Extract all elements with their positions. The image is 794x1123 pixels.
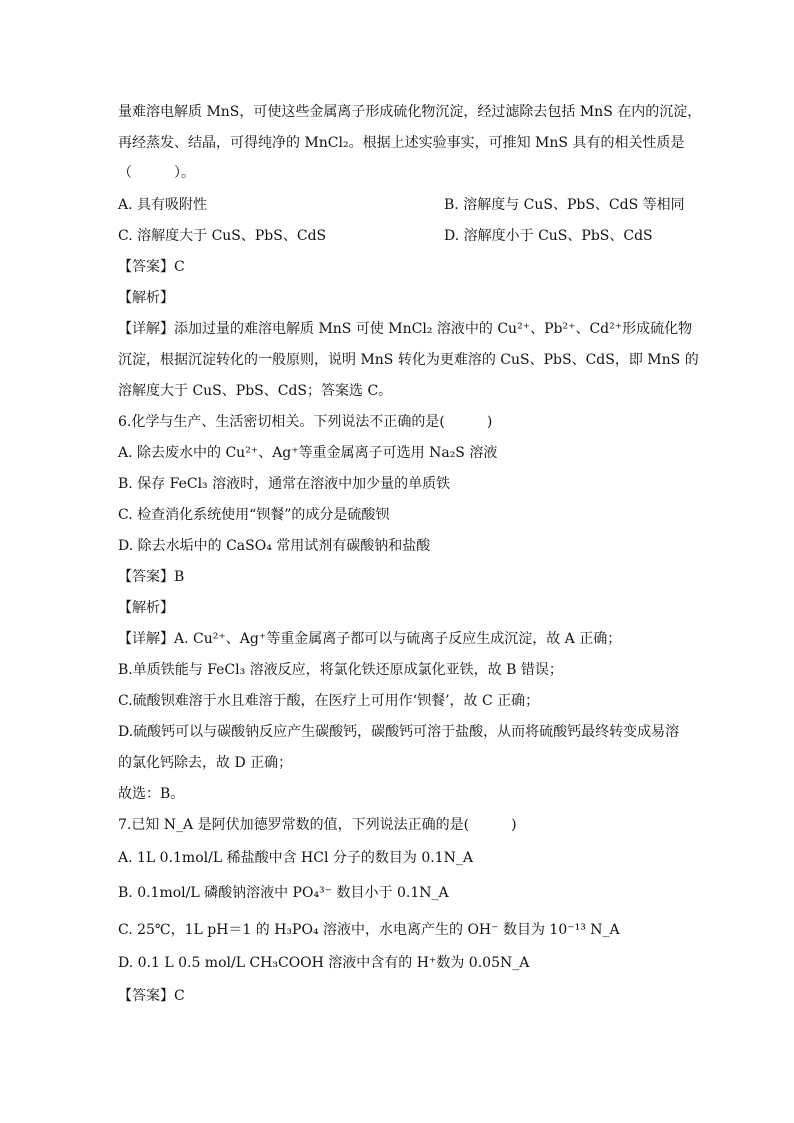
q5-detail-line2: 沉淀，根据沉淀转化的一般原则，说明 MnS 转化为更难溶的 CuS、PbS、CdS，即 MnS 的	[118, 352, 699, 368]
q6-answer: 【答案】B	[118, 569, 185, 585]
q6-conclusion: 故选：B。	[118, 786, 185, 802]
q7-option-b: B. 0.1mol/L 磷酸钠溶液中 PO₄³⁻ 数目小于 0.1N_A	[118, 885, 449, 901]
q6-detail-line5: 的氯化钙除去，故 D 正确；	[118, 755, 293, 771]
q7-option-a: A. 1L 0.1mol/L 稀盐酸中含 HCl 分子的数目为 0.1N_A	[118, 850, 473, 866]
q5-option-b: B. 溶解度与 CuS、PbS、CdS 等相同	[444, 197, 685, 213]
q5-detail-line1: 【详解】添加过量的难溶电解质 MnS 可使 MnCl₂ 溶液中的 Cu²⁺、Pb²⁺、Cd²⁺形成硫化物	[118, 321, 693, 337]
q5-detail-line3: 溶解度大于 CuS、PbS、CdS；答案选 C。	[118, 383, 393, 399]
q5-option-c: C. 溶解度大于 CuS、PbS、CdS	[118, 228, 327, 244]
q7-stem: 7.已知 N_A 是阿伏加德罗常数的值，下列说法正确的是( )	[118, 817, 517, 833]
q6-option-b: B. 保存 FeCl₃ 溶液时，通常在溶液中加少量的单质铁	[118, 476, 451, 492]
q5-option-a: A. 具有吸附性	[118, 197, 208, 213]
q5-option-d: D. 溶解度小于 CuS、PbS、CdS	[444, 228, 653, 244]
q7-option-c: C. 25℃，1L pH＝1 的 H₃PO₄ 溶液中，水电离产生的 OH⁻ 数目为 10⁻¹³ N_A	[118, 922, 620, 938]
q5-stem-line3: （ ）。	[118, 165, 195, 181]
q6-option-a: A. 除去废水中的 Cu²⁺、Ag⁺等重金属离子可选用 Na₂S 溶液	[118, 445, 498, 461]
q5-stem-line2: 再经蒸发、结晶，可得纯净的 MnCl₂。根据上述实验事实，可推知 MnS 具有的相关性质是	[118, 135, 685, 151]
q5-answer: 【答案】C	[118, 259, 185, 275]
q6-option-d: D. 除去水垢中的 CaSO₄ 常用试剂有碳酸钠和盐酸	[118, 538, 431, 554]
q7-option-d: D. 0.1 L 0.5 mol/L CH₃COOH 溶液中含有的 H⁺数为 0.05N_A	[118, 955, 530, 971]
q5-stem-line1: 量难溶电解质 MnS，可使这些金属离子形成硫化物沉淀，经过滤除去包括 MnS 在内的沉淀，	[118, 104, 702, 120]
q6-detail-line4: D.硫酸钙可以与碳酸钠反应产生碳酸钙，碳酸钙可溶于盐酸，从而将硫酸钙最终转变成易溶	[118, 724, 680, 740]
q6-analysis-heading: 【解析】	[118, 600, 174, 616]
q6-option-c: C. 检查消化系统使用“钡餐”的成分是硫酸钡	[118, 507, 390, 523]
q6-stem: 6.化学与生产、生活密切相关。下列说法不正确的是( )	[118, 414, 493, 430]
q6-detail-line1: 【详解】A. Cu²⁺、Ag⁺等重金属离子都可以与硫离子反应生成沉淀，故 A 正确；	[118, 631, 622, 647]
q5-analysis-heading: 【解析】	[118, 290, 174, 306]
q6-detail-line3: C.硫酸钡难溶于水且难溶于酸，在医疗上可用作‘钡餐’，故 C 正确；	[118, 693, 540, 709]
q7-answer: 【答案】C	[118, 988, 185, 1004]
q6-detail-line2: B.单质铁能与 FeCl₃ 溶液反应，将氯化铁还原成氯化亚铁，故 B 错误；	[118, 662, 563, 678]
